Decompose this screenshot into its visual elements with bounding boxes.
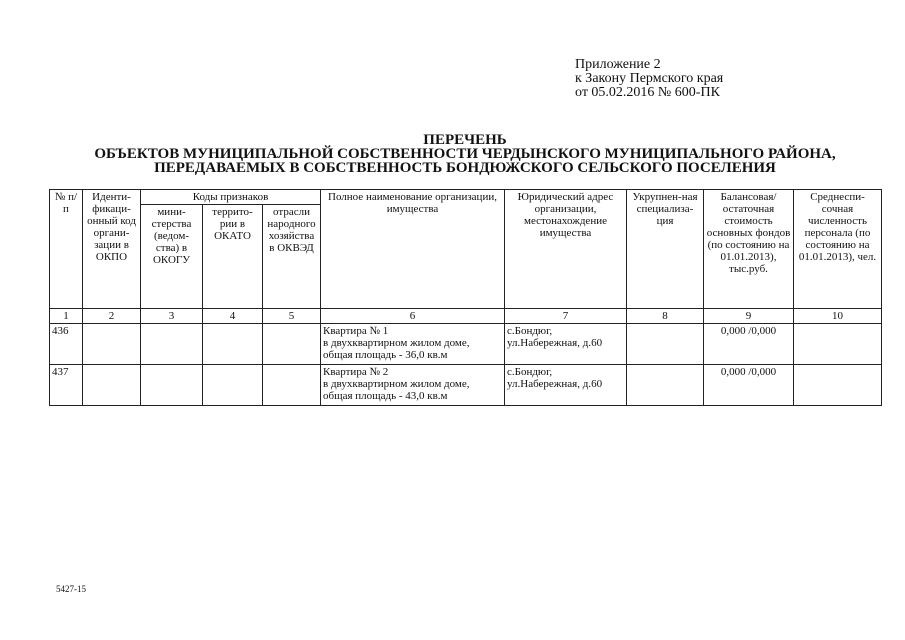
column-number: 5 [263, 309, 321, 324]
header-branch: отрасли народного хозяйства в ОКВЭД [263, 205, 321, 309]
row-territory [203, 324, 263, 365]
column-number: 8 [627, 309, 704, 324]
document-title: ПЕРЕЧЕНЬ [423, 132, 507, 148]
row-specialization [627, 365, 704, 406]
row-address: с.Бондюг, ул.Набережная, д.60 [505, 365, 627, 406]
appendix-line-2: к Закону Пермского края [575, 71, 724, 86]
header-specialization: Укрупнен-ная специализа-ция [627, 190, 704, 309]
property-table [49, 189, 882, 406]
column-number-row [50, 309, 882, 324]
header-ident: Иденти-фикаци-онный код органи-зации в ОКПО [83, 190, 141, 309]
header-staff: Среднеспи-сочная численность персонала (по состоянию на 01.01.2013), чел. [794, 190, 882, 309]
document-subtitle-line-1: ОБЪЕКТОВ МУНИЦИПАЛЬНОЙ СОБСТВЕННОСТИ ЧЕРДЫНСКОГО МУНИЦИПАЛЬНОГО РАЙОНА, [94, 146, 836, 162]
column-number: 4 [203, 309, 263, 324]
row-balance: 0,000 /0,000 [704, 365, 794, 406]
row-property-name: Квартира № 1 в двухквартирном жилом доме, общая площадь - 36,0 кв.м [321, 324, 505, 365]
header-codes-group: Коды признаков [141, 190, 321, 205]
row-ident [83, 365, 141, 406]
column-number: 3 [141, 309, 203, 324]
row-branch [263, 365, 321, 406]
row-staff [794, 324, 882, 365]
row-ident [83, 324, 141, 365]
column-number: 9 [704, 309, 794, 324]
header-name: Полное наименование организации, имущества [321, 190, 505, 309]
header-num: № п/п [50, 190, 83, 309]
appendix-line-1: Приложение 2 [575, 57, 661, 72]
header-balance: Балансовая/ остаточная стоимость основных фондов (по состоянию на 01.01.2013), тыс.руб. [704, 190, 794, 309]
column-number: 1 [50, 309, 83, 324]
table-row [50, 365, 882, 406]
document-code: 5427-15 [56, 584, 86, 594]
row-num: 436 [50, 324, 83, 365]
row-ministry [141, 324, 203, 365]
header-ministry: мини-стерства (ведом-ства) в ОКОГУ [141, 205, 203, 309]
column-number: 10 [794, 309, 882, 324]
appendix-line-3: от 05.02.2016 № 600-ПК [575, 85, 720, 100]
row-specialization [627, 324, 704, 365]
document-subtitle-line-2: ПЕРЕДАВАЕМЫХ В СОБСТВЕННОСТЬ БОНДЮЖСКОГО СЕЛЬСКОГО ПОСЕЛЕНИЯ [154, 160, 776, 176]
column-number: 7 [505, 309, 627, 324]
row-staff [794, 365, 882, 406]
row-branch [263, 324, 321, 365]
table-row [50, 324, 882, 365]
table-header-row [50, 190, 882, 205]
row-address: с.Бондюг, ул.Набережная, д.60 [505, 324, 627, 365]
column-number: 6 [321, 309, 505, 324]
header-address: Юридический адрес организации, местонахождение имущества [505, 190, 627, 309]
row-num: 437 [50, 365, 83, 406]
column-number: 2 [83, 309, 141, 324]
row-property-name: Квартира № 2 в двухквартирном жилом доме, общая площадь - 43,0 кв.м [321, 365, 505, 406]
appendix-reference [575, 58, 723, 100]
row-balance: 0,000 /0,000 [704, 324, 794, 365]
row-ministry [141, 365, 203, 406]
header-territory: террито-рии в ОКАТО [203, 205, 263, 309]
row-territory [203, 365, 263, 406]
